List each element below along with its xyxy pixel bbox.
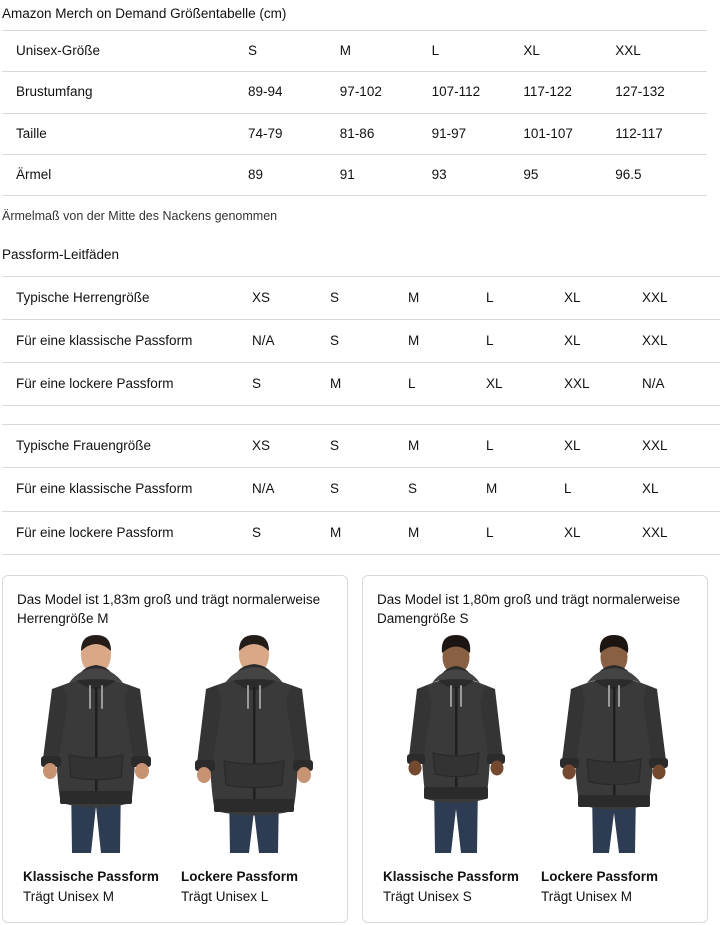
cell: XL xyxy=(642,468,720,511)
fit-title: Lockere Passform xyxy=(181,868,299,884)
table-spacer xyxy=(0,406,720,424)
cell: L xyxy=(486,276,564,319)
model-photo-classic-fit-female xyxy=(381,631,531,861)
row-label: Ärmel xyxy=(2,154,248,195)
model-figures xyxy=(17,631,333,861)
row-label: Für eine lockere Passform xyxy=(2,511,252,554)
cell: S xyxy=(252,511,330,554)
cell: L xyxy=(408,363,486,406)
fit-title: Klassische Passform xyxy=(23,868,159,884)
fit-subtitle: Trägt Unisex M xyxy=(23,888,115,904)
cell: 107-112 xyxy=(432,72,524,113)
cell: S xyxy=(248,31,340,72)
cell: 96.5 xyxy=(615,154,707,195)
cell: 91-97 xyxy=(432,113,524,154)
sleeve-measurement-note: Ärmelmaß von der Mitte des Nackens genommen xyxy=(2,208,278,223)
table-row xyxy=(2,468,720,511)
cell: N/A xyxy=(252,319,330,362)
table-row xyxy=(2,276,720,319)
table-row xyxy=(2,113,707,154)
fit-label-row xyxy=(377,867,693,906)
cell: M xyxy=(408,511,486,554)
table-row xyxy=(2,511,720,554)
cell: L xyxy=(486,425,564,468)
cell: 101-107 xyxy=(523,113,615,154)
cell: XXL xyxy=(642,511,720,554)
page-title: Amazon Merch on Demand Größentabelle (cm) xyxy=(2,6,287,21)
cell: S xyxy=(330,468,408,511)
cell: S xyxy=(330,319,408,362)
cell: XS xyxy=(252,276,330,319)
cell: S xyxy=(252,363,330,406)
row-label: Unisex-Größe xyxy=(2,31,248,72)
cell: M xyxy=(408,276,486,319)
cell: XL xyxy=(564,425,642,468)
cell: S xyxy=(330,425,408,468)
cell: 97-102 xyxy=(340,72,432,113)
fit-title: Lockere Passform xyxy=(541,868,659,884)
cell: 117-122 xyxy=(523,72,615,113)
model-figures xyxy=(377,631,693,861)
table-row xyxy=(2,31,707,72)
cell: 89-94 xyxy=(248,72,340,113)
table-row xyxy=(2,425,720,468)
cell: M xyxy=(408,425,486,468)
cell: M xyxy=(340,31,432,72)
model-card-caption: Das Model ist 1,83m groß und trägt normalerweise Herrengröße M xyxy=(17,591,321,627)
cell: L xyxy=(486,319,564,362)
cell: S xyxy=(408,468,486,511)
cell: XL xyxy=(523,31,615,72)
cell: 95 xyxy=(523,154,615,195)
fit-label-classic xyxy=(17,867,175,906)
cell: 91 xyxy=(340,154,432,195)
cell: XXL xyxy=(564,363,642,406)
fit-title: Klassische Passform xyxy=(383,868,519,884)
mens-fit-table xyxy=(2,276,720,407)
cell: XL xyxy=(564,319,642,362)
cell: N/A xyxy=(642,363,720,406)
cell: S xyxy=(330,276,408,319)
table-row xyxy=(2,154,707,195)
fit-subtitle: Trägt Unisex M xyxy=(541,888,633,904)
unisex-size-table xyxy=(2,30,707,196)
cell: L xyxy=(432,31,524,72)
row-label: Typische Frauengröße xyxy=(2,425,252,468)
cell: 127-132 xyxy=(615,72,707,113)
womens-fit-table xyxy=(2,424,720,555)
cell: XXL xyxy=(615,31,707,72)
table-row xyxy=(2,72,707,113)
fit-label-classic xyxy=(377,867,535,906)
cell: M xyxy=(408,319,486,362)
cell: N/A xyxy=(252,468,330,511)
fit-subtitle: Trägt Unisex L xyxy=(181,888,269,904)
row-label: Brustumfang xyxy=(2,72,248,113)
cell: XS xyxy=(252,425,330,468)
row-label: Taille xyxy=(2,113,248,154)
fit-label-relaxed xyxy=(535,867,693,906)
cell: 74-79 xyxy=(248,113,340,154)
cell: 89 xyxy=(248,154,340,195)
row-label: Typische Herrengröße xyxy=(2,276,252,319)
model-card-caption: Das Model ist 1,80m groß und trägt normalerweise Damengröße S xyxy=(377,591,681,627)
table-row xyxy=(2,319,720,362)
cell: 112-117 xyxy=(615,113,707,154)
row-label: Für eine lockere Passform xyxy=(2,363,252,406)
model-card-mens xyxy=(2,575,348,923)
model-photo-relaxed-fit-male xyxy=(179,631,329,861)
model-card-womens xyxy=(362,575,708,923)
table-row xyxy=(2,363,720,406)
cell: L xyxy=(486,511,564,554)
cell: XXL xyxy=(642,276,720,319)
fit-label-row xyxy=(17,867,333,906)
cell: 81-86 xyxy=(340,113,432,154)
cell: M xyxy=(486,468,564,511)
cell: XL xyxy=(564,511,642,554)
fit-label-relaxed xyxy=(175,867,333,906)
fit-guides-label: Passform-Leitfäden xyxy=(2,247,120,263)
cell: M xyxy=(330,363,408,406)
cell: XL xyxy=(564,276,642,319)
cell: L xyxy=(564,468,642,511)
cell: 93 xyxy=(432,154,524,195)
model-cards-row xyxy=(2,575,708,923)
row-label: Für eine klassische Passform xyxy=(2,319,252,362)
fit-subtitle: Trägt Unisex S xyxy=(383,888,472,904)
cell: XXL xyxy=(642,425,720,468)
model-photo-relaxed-fit-female xyxy=(539,631,689,861)
row-label: Für eine klassische Passform xyxy=(2,468,252,511)
model-photo-classic-fit-male xyxy=(21,631,171,861)
cell: M xyxy=(330,511,408,554)
cell: XL xyxy=(486,363,564,406)
cell: XXL xyxy=(642,319,720,362)
